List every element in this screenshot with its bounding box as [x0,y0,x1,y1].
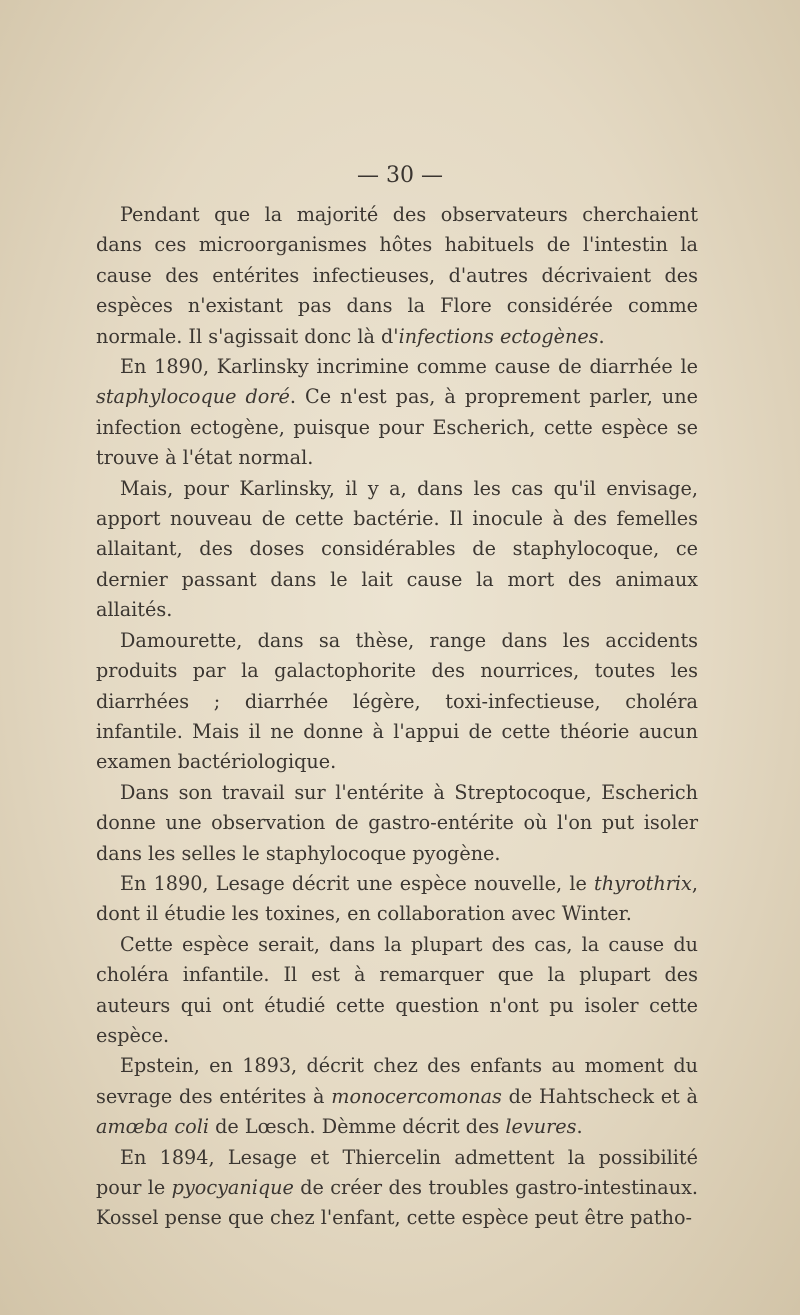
italic-term: levures [505,1115,577,1139]
italic-term: amœba coli [96,1115,209,1139]
paragraph [96,626,698,778]
italic-term: pyocyanique [171,1176,294,1199]
text-run: En 1894, Lesage et Thiercelin admettent la possibilité pour le [96,1145,698,1199]
italic-term: infections ectogènes [398,324,599,348]
body-text [96,200,698,1234]
text-run: de Hahtscheck et à [501,1084,698,1108]
paragraph [96,930,698,1052]
text-run: Mais, pour Karlinsky, il y a, dans les cas qu'il envisage, apport nouveau de cette bactérie. Il inocule à des femelles allaitant, des doses considérables de staphylocoque, ce dernier passant dans le lait cause la mort des animaux allaités. [96,476,698,622]
text-run: . [576,1115,583,1139]
italic-term: staphylocoque doré [96,385,290,409]
paragraph [96,1051,698,1142]
italic-term: monocercomonas [331,1084,502,1108]
text-run: . Ce n'est pas, à proprement parler, une infection ectogène, puisque pour Escherich, cette espèce se trouve à l'état normal. [96,385,698,470]
text-run: de créer des troubles gastro-intestinaux. Kossel pense que chez l'enfant, cette espèce peut être patho- [96,1176,698,1230]
text-run: Dans son travail sur l'entérite à Streptocoque, Escherich donne une observation de gastro-entérite où l'on put isoler dans les selles le staphylocoque pyogène. [96,780,698,865]
text-run: Cette espèce serait, dans la plupart des cas, la cause du choléra infantile. Il est à remarquer que la plupart des auteurs qui ont étudié cette question n'ont pu isoler cette espèce. [96,932,698,1047]
paragraph [96,869,698,930]
text-run: En 1890, Lesage décrit une espèce nouvelle, le [120,871,595,895]
paragraph [96,1143,698,1234]
italic-term: thyrothrix [594,871,692,895]
text-run: . [598,324,605,348]
text-run: Epstein, en 1893, décrit chez des enfants au moment du sevrage des entérites à [96,1054,698,1108]
paragraph [96,200,698,352]
text-run: Damourette, dans sa thèse, range dans les accidents produits par la galactophorite des nourrices, toutes les diarrhées ; diarrhée légère, toxi-infectieuse, choléra infantile. Mais il ne donne à l'appui de cette théorie aucun examen bactériologique. [96,628,698,774]
page-number: — 30 — [357,163,443,188]
text-run: de Lœsch. Dèmme décrit des [209,1115,506,1139]
paragraph [96,474,698,626]
text-run: , dont il étudie les toxines, en collaboration avec Winter. [96,871,698,926]
text-run: Pendant que la majorité des observateurs cherchaient dans ces microorganismes hôtes habituels de l'intestin la cause des entérites infectieuses, d'autres décrivaient des espèces n'existant pas dans la Flore considérée comme normale. Il s'agissait donc là d' [96,203,698,348]
paragraph [96,352,698,474]
paragraph [96,778,698,869]
text-run: En 1890, Karlinsky incrimine comme cause de diarrhée le [120,355,698,379]
